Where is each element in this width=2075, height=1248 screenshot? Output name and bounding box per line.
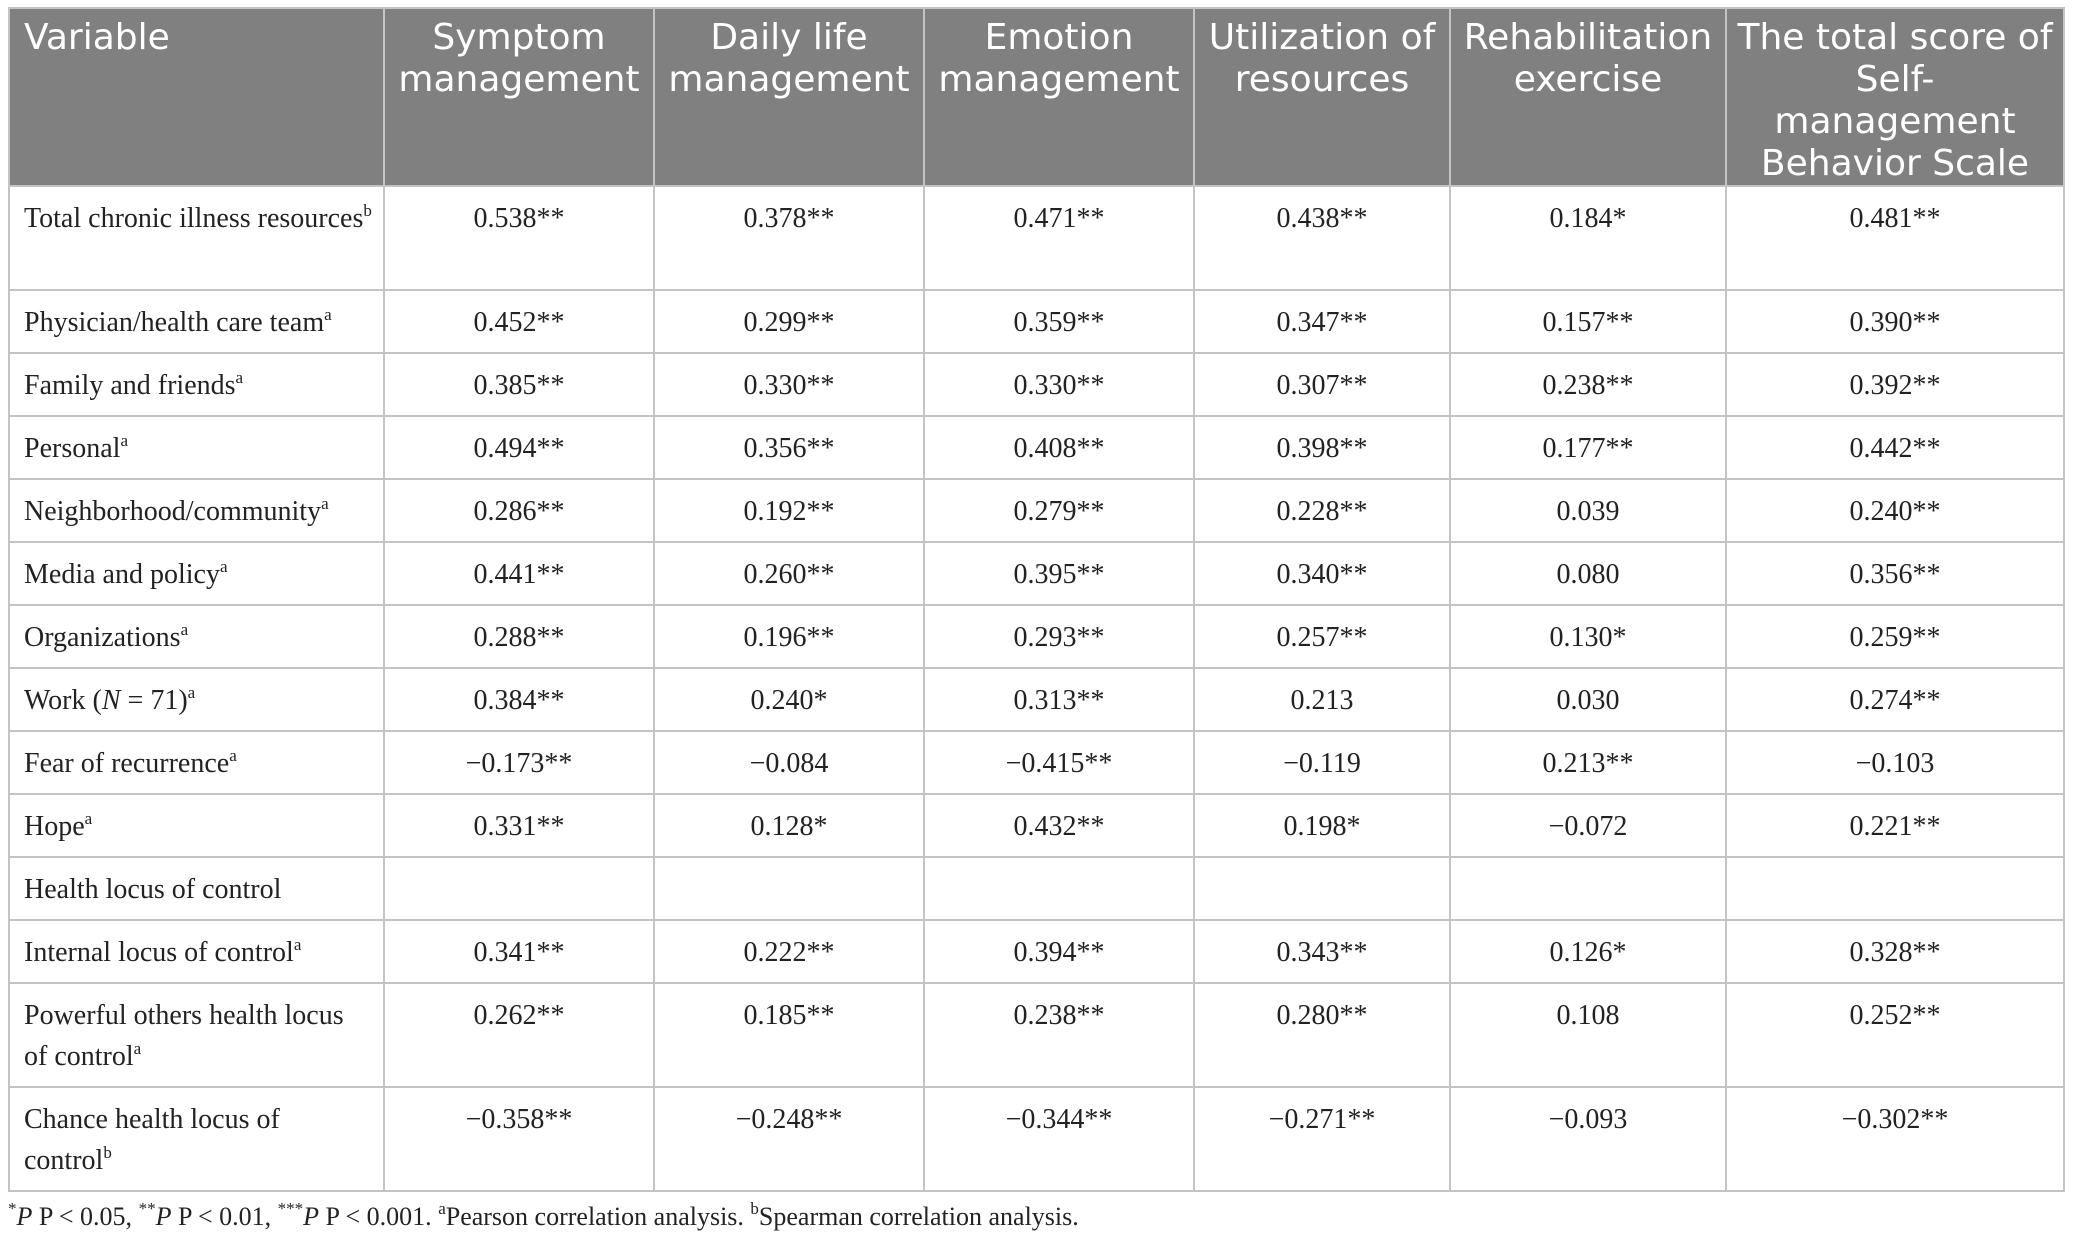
table-cell: 0.128* xyxy=(654,794,924,857)
row-label: Chance health locus of control$^b$ xyxy=(9,1087,384,1191)
table-cell: 0.356** xyxy=(1726,542,2064,605)
table-cell: 0.262** xyxy=(384,983,654,1087)
table-cell xyxy=(1194,857,1450,920)
table-cell: 0.286** xyxy=(384,479,654,542)
table-cell xyxy=(1450,857,1726,920)
table-cell: 0.538** xyxy=(384,186,654,290)
table-cell: 0.347** xyxy=(1194,290,1450,353)
row-label: Hope$^a$ xyxy=(9,794,384,857)
table-row xyxy=(9,668,2064,731)
table-cell: 0.126* xyxy=(1450,920,1726,983)
correlation-table xyxy=(8,7,2065,1192)
table-cell: 0.293** xyxy=(924,605,1194,668)
table-cell: −0.271** xyxy=(1194,1087,1450,1191)
table-cell: 0.313** xyxy=(924,668,1194,731)
table-cell: 0.394** xyxy=(924,920,1194,983)
table-cell: 0.384** xyxy=(384,668,654,731)
table-row xyxy=(9,983,2064,1087)
table-cell: 0.390** xyxy=(1726,290,2064,353)
table-row xyxy=(9,542,2064,605)
table-cell: 0.228** xyxy=(1194,479,1450,542)
table-cell: 0.238** xyxy=(924,983,1194,1087)
table-cell: 0.452** xyxy=(384,290,654,353)
table-row xyxy=(9,186,2064,290)
table-cell: 0.331** xyxy=(384,794,654,857)
column-header: Daily life management xyxy=(654,8,924,186)
table-cell: 0.274** xyxy=(1726,668,2064,731)
table-cell: −0.119 xyxy=(1194,731,1450,794)
table-cell: 0.080 xyxy=(1450,542,1726,605)
table-cell: 0.328** xyxy=(1726,920,2064,983)
table-cell: 0.432** xyxy=(924,794,1194,857)
table-cell: 0.157** xyxy=(1450,290,1726,353)
table-cell: 0.039 xyxy=(1450,479,1726,542)
row-label: Personal$^a$ xyxy=(9,416,384,479)
column-header: Symptom management xyxy=(384,8,654,186)
table-cell: 0.184* xyxy=(1450,186,1726,290)
table-cell: 0.192** xyxy=(654,479,924,542)
table-row xyxy=(9,1087,2064,1191)
table-cell: 0.222** xyxy=(654,920,924,983)
table-cell: 0.343** xyxy=(1194,920,1450,983)
table-cell: 0.185** xyxy=(654,983,924,1087)
table-row xyxy=(9,605,2064,668)
row-label: Work (N = 71)$^a$ xyxy=(9,668,384,731)
table-cell: 0.240* xyxy=(654,668,924,731)
table-cell: 0.395** xyxy=(924,542,1194,605)
table-cell: −0.302** xyxy=(1726,1087,2064,1191)
table-cell: 0.213 xyxy=(1194,668,1450,731)
row-label: Powerful others health locus of control$^a$ xyxy=(9,983,384,1087)
table-cell: 0.438** xyxy=(1194,186,1450,290)
table-cell: 0.442** xyxy=(1726,416,2064,479)
row-label: Neighborhood/community$^a$ xyxy=(9,479,384,542)
table-cell: 0.240** xyxy=(1726,479,2064,542)
table-cell: 0.030 xyxy=(1450,668,1726,731)
table-cell: 0.260** xyxy=(654,542,924,605)
table-cell: 0.213** xyxy=(1450,731,1726,794)
table-header-row xyxy=(9,8,2064,186)
table-cell: 0.398** xyxy=(1194,416,1450,479)
table-cell: 0.340** xyxy=(1194,542,1450,605)
table-cell: 0.238** xyxy=(1450,353,1726,416)
table-cell xyxy=(384,857,654,920)
table-cell: 0.494** xyxy=(384,416,654,479)
table-cell: 0.356** xyxy=(654,416,924,479)
table-cell: 0.408** xyxy=(924,416,1194,479)
table-cell: −0.358** xyxy=(384,1087,654,1191)
table-cell: −0.072 xyxy=(1450,794,1726,857)
column-header: Variable xyxy=(9,8,384,186)
table-cell: 0.198* xyxy=(1194,794,1450,857)
table-cell: 0.359** xyxy=(924,290,1194,353)
table-cell: 0.279** xyxy=(924,479,1194,542)
row-label: Physician/health care team$^a$ xyxy=(9,290,384,353)
table-row xyxy=(9,479,2064,542)
table-section-row xyxy=(9,857,2064,920)
table-row xyxy=(9,353,2064,416)
row-label: Family and friends$^a$ xyxy=(9,353,384,416)
table-cell: 0.471** xyxy=(924,186,1194,290)
table-row xyxy=(9,920,2064,983)
table-cell: 0.108 xyxy=(1450,983,1726,1087)
column-header: The total score of Self-management Behavior Scale xyxy=(1726,8,2064,186)
table-cell: 0.196** xyxy=(654,605,924,668)
table-footnote: *P P < 0.05, **P P < 0.01, ***P P < 0.001. $^a$Pearson correlation analysis. $^b$Spearman correlation analysis. xyxy=(8,1199,1079,1231)
row-label: Fear of recurrence$^a$ xyxy=(9,731,384,794)
table-cell: 0.307** xyxy=(1194,353,1450,416)
table-cell: −0.415** xyxy=(924,731,1194,794)
table-cell: −0.248** xyxy=(654,1087,924,1191)
column-header: Utilization of resources xyxy=(1194,8,1450,186)
row-label: Media and policy$^a$ xyxy=(9,542,384,605)
table-cell: 0.177** xyxy=(1450,416,1726,479)
row-label: Internal locus of control$^a$ xyxy=(9,920,384,983)
table-cell: 0.280** xyxy=(1194,983,1450,1087)
table-row xyxy=(9,290,2064,353)
table-cell: 0.330** xyxy=(924,353,1194,416)
table-cell: 0.385** xyxy=(384,353,654,416)
table-cell: 0.299** xyxy=(654,290,924,353)
table-row xyxy=(9,731,2064,794)
table-cell: −0.173** xyxy=(384,731,654,794)
table-cell xyxy=(654,857,924,920)
row-label: Total chronic illness resources$^b$ xyxy=(9,186,384,290)
section-label: Health locus of control xyxy=(9,857,384,920)
table-cell: 0.252** xyxy=(1726,983,2064,1087)
table-cell: 0.481** xyxy=(1726,186,2064,290)
table-cell: 0.221** xyxy=(1726,794,2064,857)
table-cell: 0.288** xyxy=(384,605,654,668)
table-cell: −0.084 xyxy=(654,731,924,794)
table-cell: 0.392** xyxy=(1726,353,2064,416)
table-cell: 0.341** xyxy=(384,920,654,983)
row-label: Organizations$^a$ xyxy=(9,605,384,668)
table-cell xyxy=(924,857,1194,920)
column-header: Emotion management xyxy=(924,8,1194,186)
table-cell: −0.093 xyxy=(1450,1087,1726,1191)
column-header: Rehabilitation exercise xyxy=(1450,8,1726,186)
table-cell xyxy=(1726,857,2064,920)
table-cell: 0.441** xyxy=(384,542,654,605)
table-cell: −0.344** xyxy=(924,1087,1194,1191)
table-cell: 0.330** xyxy=(654,353,924,416)
table-cell: 0.378** xyxy=(654,186,924,290)
table-row xyxy=(9,416,2064,479)
table-cell: 0.130* xyxy=(1450,605,1726,668)
table-cell: −0.103 xyxy=(1726,731,2064,794)
table-cell: 0.257** xyxy=(1194,605,1450,668)
table-row xyxy=(9,794,2064,857)
table-cell: 0.259** xyxy=(1726,605,2064,668)
